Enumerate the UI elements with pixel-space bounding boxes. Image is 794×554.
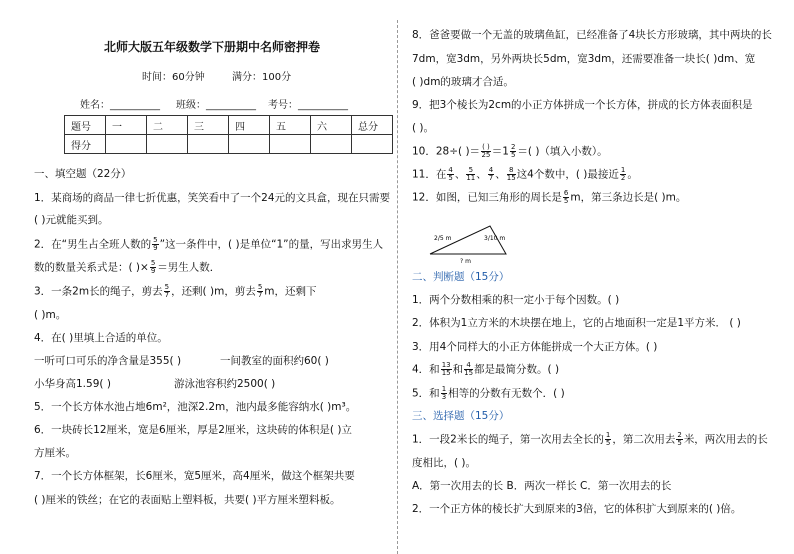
column-divider	[397, 20, 398, 554]
q2-text: ＝男生人数．	[157, 261, 221, 274]
numerator: 2	[677, 431, 682, 439]
j5-text: 相等的分数有无数个．( )	[448, 387, 565, 400]
q10-text: ＝1	[491, 145, 509, 158]
numerator: 2	[510, 143, 516, 151]
fraction	[150, 260, 156, 275]
score-table-row	[65, 135, 393, 154]
denominator: 7	[488, 174, 494, 182]
c1-text: 1．一段2米长的绳子，第一次用去全长的	[412, 433, 604, 446]
numerator: 8	[507, 167, 516, 175]
section-true-false: 二、判断题（15分）	[412, 271, 510, 283]
denominator: 5	[510, 151, 516, 159]
q11-text: 。	[627, 168, 638, 181]
fraction	[620, 167, 626, 182]
choice-2: 2．一个正方体的棱长扩大到原来的3倍，它的体积扩大到原来的( )倍。	[412, 503, 742, 515]
denominator: 5	[563, 197, 569, 205]
question-3-line-2: ( )m。	[34, 309, 67, 321]
c1-text: ，第二次用去	[612, 433, 676, 446]
q3-text: m，还剩下	[264, 285, 317, 298]
numerator: 1	[620, 166, 626, 174]
judge-4	[412, 362, 559, 377]
score-header-cell: 三	[188, 116, 229, 135]
question-12	[412, 190, 686, 205]
fraction	[257, 284, 263, 299]
section-fill-blank: 一、填空题（22分）	[34, 168, 132, 180]
score-header-cell: 四	[229, 116, 270, 135]
fraction	[481, 144, 491, 159]
score-table-header-row	[65, 116, 393, 135]
page-title: 北师大版五年级数学下册期中名师密押卷	[103, 40, 320, 54]
denominator: 11	[466, 174, 476, 182]
name-field[interactable]: 姓名：__________	[80, 100, 160, 111]
score-cell[interactable]	[106, 135, 147, 154]
question-4: 4．在( )里填上合适的单位。	[34, 332, 168, 344]
numerator: 13	[441, 361, 451, 369]
fraction	[152, 237, 158, 252]
fraction	[676, 432, 682, 447]
score-row-label: 得分	[65, 135, 106, 154]
q12-text: 12．如图，已知三角形的周长是	[412, 191, 562, 204]
q2-text: 2．在“男生占全班人数的	[34, 238, 152, 251]
numerator: 4	[464, 362, 473, 370]
question-4-item-b: 一间教室的面积约60( )	[220, 355, 329, 367]
j5-text: 5．和	[412, 387, 440, 400]
question-9-line-1: 9．把3个棱长为2cm的小正方体拼成一个长方体，拼成的长方体表面积是	[412, 99, 753, 111]
question-11: 11．在 $\frac{4}{5}$ 、 $\frac{5}{11}$ 、 $\frac{4}{7}$ 、 $\frac{8}{15}$ 这4个数中，( )最接近 $\frac{1}{2}$ 。	[412, 166, 638, 182]
denominator: 2	[620, 174, 626, 182]
denominator: 5	[677, 439, 682, 447]
denominator: 5	[605, 439, 611, 447]
fraction	[164, 284, 170, 299]
fraction	[510, 144, 516, 159]
score-header-cell: 总分	[352, 116, 393, 135]
q12-text: m，第三条边长是( )m。	[570, 191, 687, 204]
judge-1: 1．两个分数相乘的积一定小于每个因数。( )	[412, 294, 620, 306]
question-4-item-d: 游泳池容积约2500( )	[174, 378, 276, 390]
question-9-line-2: ( )。	[412, 122, 435, 134]
numerator: 1	[441, 385, 447, 393]
question-8-line-3: ( )dm的玻璃才合适。	[412, 76, 514, 88]
section-multiple-choice: 三、选择题（15分）	[412, 410, 510, 422]
triangle-side-a-label: 2/5 m	[434, 235, 452, 242]
numerator: 4	[488, 166, 494, 174]
numerator: 5	[257, 283, 263, 291]
numerator: 5	[164, 283, 170, 291]
score-cell[interactable]	[188, 135, 229, 154]
triangle-side-c-label: ? m	[460, 258, 471, 264]
q10-text: 10．28÷( )＝	[412, 145, 481, 158]
numerator: 4	[448, 166, 453, 174]
c1-text: 米，两次用去的长	[683, 433, 768, 446]
question-7-line-1: 7．一个长方体框架，长6厘米，宽5厘米，高4厘米，做这个框架共要	[34, 470, 355, 482]
q10-text: ＝( )（填入小数）。	[517, 145, 608, 158]
choice-1-line-1	[412, 432, 768, 447]
j4-text: 4．和	[412, 363, 440, 376]
denominator: 9	[153, 244, 158, 252]
score-header-cell: 一	[106, 116, 147, 135]
denominator: 7	[164, 291, 170, 299]
fraction	[441, 362, 452, 377]
numerator: 6	[563, 189, 569, 197]
denominator: 9	[150, 267, 156, 275]
q11-text: 这4个数中，( )最接近	[516, 168, 619, 181]
exam-score: 满分：100分	[232, 72, 292, 83]
choice-1-line-2: 度相比，( )。	[412, 457, 477, 469]
triangle-figure	[420, 216, 510, 264]
question-5: 5．一个长方体水池占地6m²，池深2.2m，池内最多能容纳水( )m³。	[34, 401, 357, 413]
q3-text: ，还剩( )m，剪去	[171, 285, 256, 298]
numerator: 5	[466, 167, 475, 175]
judge-5	[412, 386, 565, 401]
numerator: 5	[153, 236, 158, 244]
question-4-item-c: 小华身高1.59( )	[34, 378, 111, 390]
denominator: 25	[481, 151, 491, 159]
fraction	[563, 190, 569, 205]
question-8-line-1: 8．爸爸要做一个无盖的玻璃鱼缸，已经准备了4块长方形玻璃，其中两块的长	[412, 29, 772, 41]
question-10	[412, 144, 608, 159]
score-header-cell: 二	[147, 116, 188, 135]
question-6-line-2: 方厘米。	[34, 447, 76, 459]
triangle-side-b-label: 3/10 m	[484, 235, 506, 242]
question-4-item-a: 一听可口可乐的净含量是355( )	[34, 355, 182, 367]
fraction	[466, 167, 475, 182]
fraction	[441, 386, 447, 401]
denominator: 3	[441, 393, 447, 401]
fraction	[605, 432, 611, 447]
choice-1-options: A．第一次用去的长 B．两次一样长 C．第一次用去的长	[412, 480, 672, 492]
score-cell[interactable]	[352, 135, 393, 154]
score-table	[64, 115, 393, 154]
score-header-cell: 五	[270, 116, 311, 135]
question-2-line-1	[34, 237, 383, 252]
score-cell[interactable]	[229, 135, 270, 154]
numerator: 5	[150, 259, 156, 267]
denominator: 15	[464, 369, 474, 377]
exam-time: 时间：60分钟	[142, 72, 205, 83]
exam-no-field[interactable]: 考号：__________	[268, 100, 348, 111]
fraction	[488, 167, 494, 182]
denominator: 7	[257, 291, 263, 299]
j4-text: 都是最简分数。( )	[474, 363, 560, 376]
fraction	[464, 362, 473, 377]
question-1-line-2: ( )元就能买到。	[34, 214, 109, 226]
fraction	[447, 167, 453, 182]
score-header-cell: 题号	[65, 116, 106, 135]
score-header-cell: 六	[311, 116, 352, 135]
numerator: ( )	[482, 143, 490, 151]
question-2-line-2	[34, 260, 220, 275]
denominator: 15	[506, 174, 516, 182]
denominator: 5	[448, 174, 453, 182]
judge-3: 3．用4个同样大的小正方体能拼成一个大正方体。( )	[412, 341, 658, 353]
q2-text: 数的数量关系式是：( )×	[34, 261, 149, 274]
j4-text: 和	[452, 363, 464, 376]
class-field[interactable]: 班级：__________	[176, 100, 256, 111]
score-cell[interactable]	[147, 135, 188, 154]
numerator: 1	[605, 431, 611, 439]
q11-text: 11．在	[412, 168, 447, 181]
question-1-line-1: 1．某商场的商品一律七折优惠，笑笑看中了一个24元的文具盒，现在只需要	[34, 192, 391, 204]
score-cell[interactable]	[311, 135, 352, 154]
fraction	[507, 167, 516, 182]
question-8-line-2: 7dm，宽3dm，另外两块长5dm，宽3dm，还需要准备一块长( )dm、宽	[412, 53, 756, 65]
q3-text: 3．一条2m长的绳子，剪去	[34, 285, 163, 298]
question-3-line-1	[34, 284, 317, 299]
score-cell[interactable]	[270, 135, 311, 154]
denominator: 15	[441, 369, 451, 377]
question-6-line-1: 6．一块砖长12厘米，宽是6厘米，厚是2厘米，这块砖的体积是( )立	[34, 424, 352, 436]
question-7-line-2: ( )厘米的铁丝；在它的表面贴上塑料板，共要( )平方厘米塑料板。	[34, 494, 341, 506]
q2-text: ”这一条件中，( )是单位“1”的量，写出求男生人	[159, 238, 384, 251]
judge-2: 2．体积为1立方米的木块摆在地上，它的占地面积一定是1平方米． ( )	[412, 317, 741, 329]
